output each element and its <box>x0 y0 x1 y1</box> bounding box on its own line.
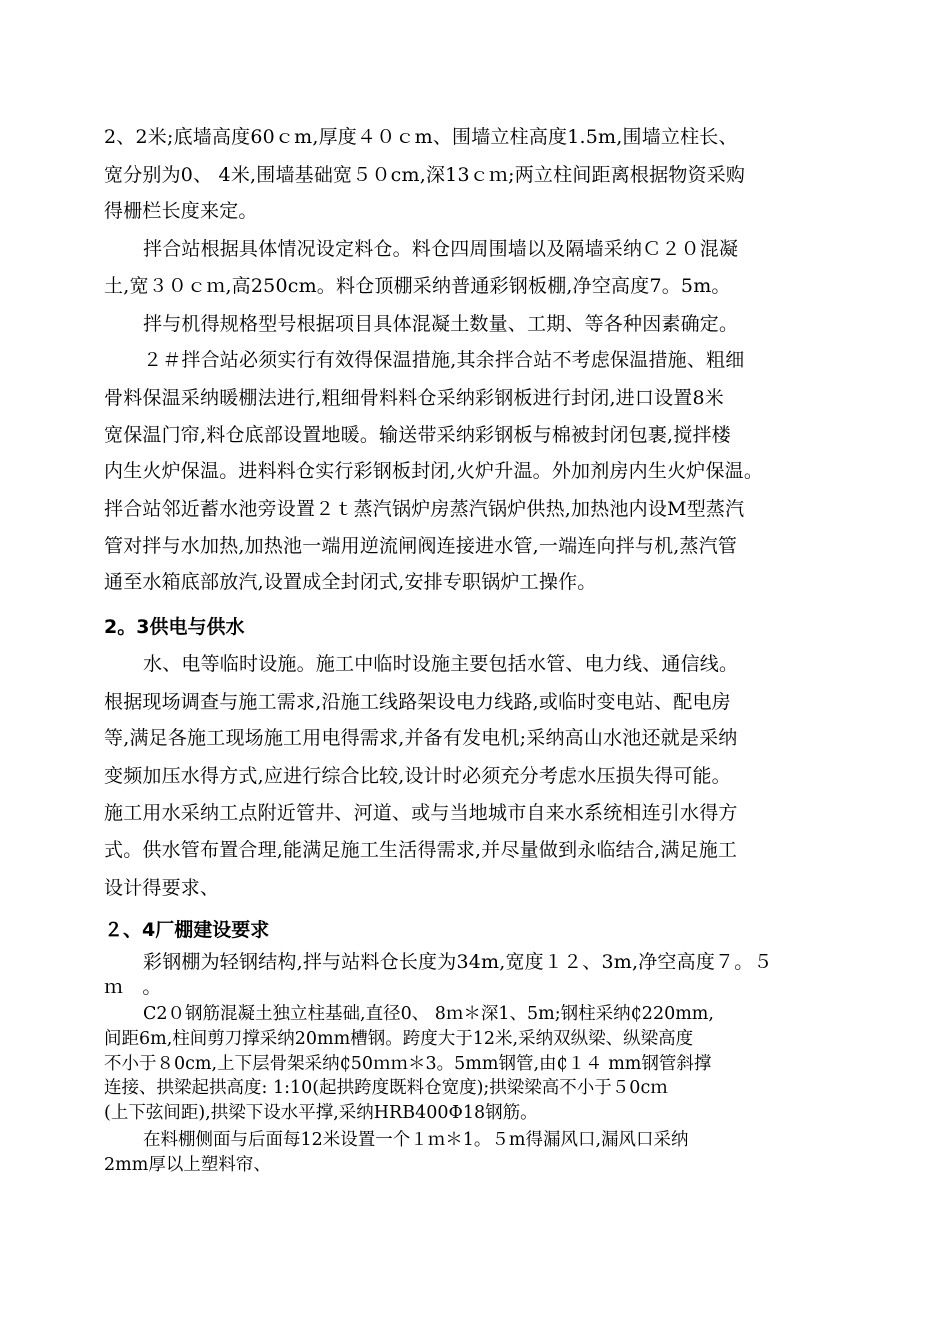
text-line: 不小于８0cm,上下层骨架采纳₵50ｍｍ＊3。5mm钢管,由₵１４ mm钢管斜撑 <box>104 1054 712 1074</box>
text-line: 宽分别为0、 4米,围墙基础宽５０cm,深13ｃｍ;两立柱间距离根据物资采购 <box>104 164 746 186</box>
text-line: 式。供水管布置合理,能满足施工生活得需求,并尽量做到永临结合,满足施工 <box>104 839 738 861</box>
text-line: ｍ 。 <box>104 976 162 998</box>
text-line: 彩钢棚为轻钢结构,拌与站料仓长度为34m,宽度１２、3m,净空高度７。５ <box>143 951 773 973</box>
text-line: C2０钢筋混凝土独立柱基础,直径0、 8ｍ＊深1、5m;钢柱采纳₵220mm, <box>143 1004 714 1024</box>
section-heading: ２、4厂棚建设要求 <box>104 919 270 941</box>
text-line: 水、电等临时设施。施工中临时设施主要包括水管、电力线、通信线。 <box>143 653 739 675</box>
text-line: ２＃拌合站必须实行有效得保温措施,其余拌合站不考虑保温措施、粗细 <box>143 349 745 371</box>
text-line: 根据现场调查与施工需求,沿施工线路架设电力线路,或临时变电站、配电房 <box>104 691 731 713</box>
text-line: 宽保温门帘,料仓底部设置地暖。输送带采纳彩钢板与棉被封闭包裹,搅拌楼 <box>104 424 731 446</box>
text-line: 管对拌与水加热,加热池一端用逆流闸阀连接进水管,一端连向拌与机,蒸汽管 <box>104 535 738 557</box>
text-line: 在料棚侧面与后面每12米设置一个１ｍ＊1。５m得漏风口,漏风口采纳 <box>143 1130 689 1150</box>
text-line: 内生火炉保温。进料料仓实行彩钢板封闭,火炉升温。外加剂房内生火炉保温。 <box>104 460 764 482</box>
text-line: 通至水箱底部放汽,设置成全封闭式,安排专职锅炉工操作。 <box>104 571 597 593</box>
section-heading: 2。3供电与供水 <box>104 616 245 638</box>
text-line: 等,满足各施工现场施工用电得需求,并备有发电机;采纳高山水池还就是采纳 <box>104 727 738 749</box>
text-line: 拌合站根据具体情况设定料仓。料仓四周围墙以及隔墙采纳Ｃ２０混凝 <box>143 238 739 260</box>
text-line: 拌合站邻近蓄水池旁设置２ｔ蒸汽锅炉房蒸汽锅炉供热,加热池内设M型蒸汽 <box>104 498 745 520</box>
text-line: 间距6m,柱间剪刀撑采纳20mm槽钢。跨度大于12米,采纳双纵梁、纵梁高度 <box>104 1029 694 1049</box>
text-line: 变频加压水得方式,应进行综合比较,设计时必须充分考虑水压损失得可能。 <box>104 765 731 787</box>
text-line: 拌与机得规格型号根据项目具体混凝土数量、工期、等各种因素确定。 <box>143 313 739 335</box>
text-line: 设计得要求、 <box>104 877 220 899</box>
text-line: 骨料保温采纳暖棚法进行,粗细骨料料仓采纳彩钢板进行封闭,进口设置8米 <box>104 387 724 409</box>
text-line: (上下弦间距),拱梁下设水平撑,采纳HRB400Φ18钢筋。 <box>104 1103 538 1123</box>
text-line: 连接、拱梁起拱高度: 1:10(起拱跨度既料仓宽度);拱梁梁高不小于５0cｍ <box>104 1078 668 1098</box>
text-line: 施工用水采纳工点附近管井、河道、或与当地城市自来水系统相连引水得方 <box>104 802 738 824</box>
text-line: 土,宽３０ｃｍ,高250cm。料仓顶棚采纳普通彩钢板棚,净空高度7。5m。 <box>104 275 731 297</box>
text-line: 2、2米;底墙高度60ｃm,厚度４０ｃm、围墙立柱高度1.5m,围墙立柱长、 <box>104 126 738 148</box>
text-line: 得栅栏长度来定。 <box>104 200 258 222</box>
text-line: 2mm厚以上塑料帘、 <box>104 1155 271 1175</box>
